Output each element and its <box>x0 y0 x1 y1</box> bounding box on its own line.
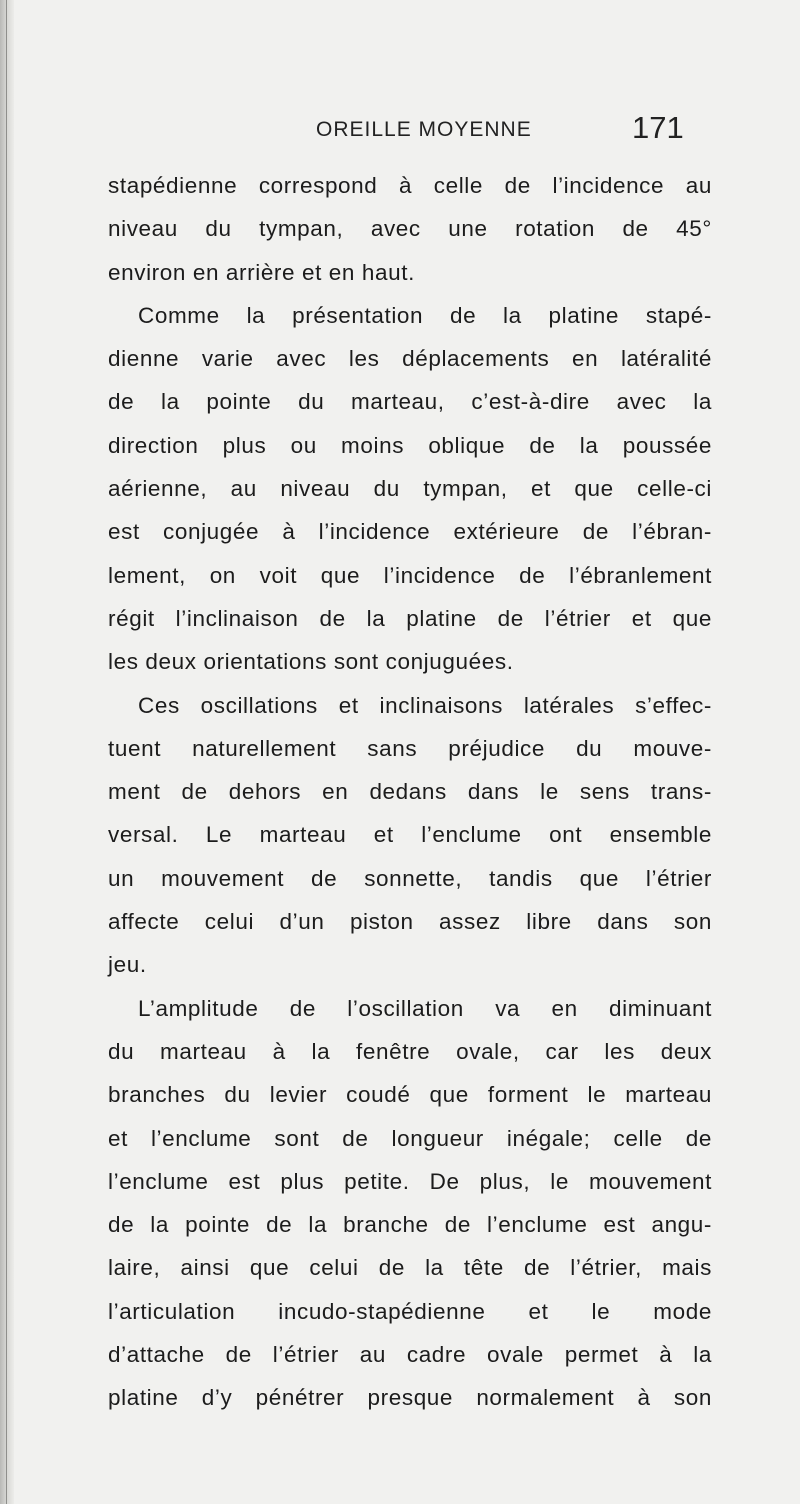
text-line: branches du levier coudé que forment le marteau <box>108 1082 712 1108</box>
text-line: laire, ainsi que celui de la tête de l’étrier, mais <box>108 1255 712 1281</box>
text-line: platine d’y pénétrer presque normalement à son <box>108 1385 712 1411</box>
text-line: un mouvement de sonnette, tandis que l’étrier <box>108 865 712 891</box>
text-line: Comme la présentation de la platine stapé- <box>138 302 712 328</box>
text-line: dienne varie avec les déplacements en latéralité <box>108 346 712 372</box>
text-line: niveau du tympan, avec une rotation de 45° <box>108 216 712 242</box>
text-line: tuent naturellement sans préjudice du mouve- <box>108 735 712 761</box>
text-line: régit l’inclinaison de la platine de l’étrier et que <box>108 605 712 631</box>
text-line: environ en arrière et en haut. <box>108 259 415 285</box>
body-text <box>108 164 712 1420</box>
text-line: les deux orientations sont conjuguées. <box>108 649 514 675</box>
binding-edge <box>6 0 7 1504</box>
text-line: L’amplitude de l’oscillation va en diminuant <box>138 995 712 1021</box>
text-line: aérienne, au niveau du tympan, et que celle-ci <box>108 476 712 502</box>
text-line: direction plus ou moins oblique de la poussée <box>108 432 712 458</box>
text-line: jeu. <box>108 952 147 978</box>
text-line: l’articulation incudo-stapédienne et le mode <box>108 1298 712 1324</box>
page-header <box>0 108 800 152</box>
text-line: ment de dehors en dedans dans le sens trans- <box>108 779 712 805</box>
text-line: affecte celui d’un piston assez libre dans son <box>108 909 712 935</box>
text-line: est conjugée à l’incidence extérieure de l’ébran- <box>108 519 712 545</box>
text-line: l’enclume est plus petite. De plus, le mouvement <box>108 1168 712 1194</box>
text-line: versal. Le marteau et l’enclume ont ensemble <box>108 822 712 848</box>
page-number: 171 <box>632 110 684 145</box>
text-line: d’attache de l’étrier au cadre ovale permet à la <box>108 1342 712 1368</box>
running-title: OREILLE MOYENNE <box>316 118 532 141</box>
text-line: stapédienne correspond à celle de l’incidence au <box>108 173 712 198</box>
text-line: lement, on voit que l’incidence de l’ébranlement <box>108 562 712 588</box>
text-line: et l’enclume sont de longueur inégale; celle de <box>108 1125 712 1151</box>
binding-shadow <box>0 0 14 1504</box>
text-line: de la pointe de la branche de l’enclume est angu- <box>108 1212 712 1238</box>
text-line: du marteau à la fenêtre ovale, car les deux <box>108 1038 712 1064</box>
text-line: de la pointe du marteau, c’est-à-dire avec la <box>108 389 712 415</box>
text-line: Ces oscillations et inclinaisons latérales s’effec- <box>138 692 712 718</box>
